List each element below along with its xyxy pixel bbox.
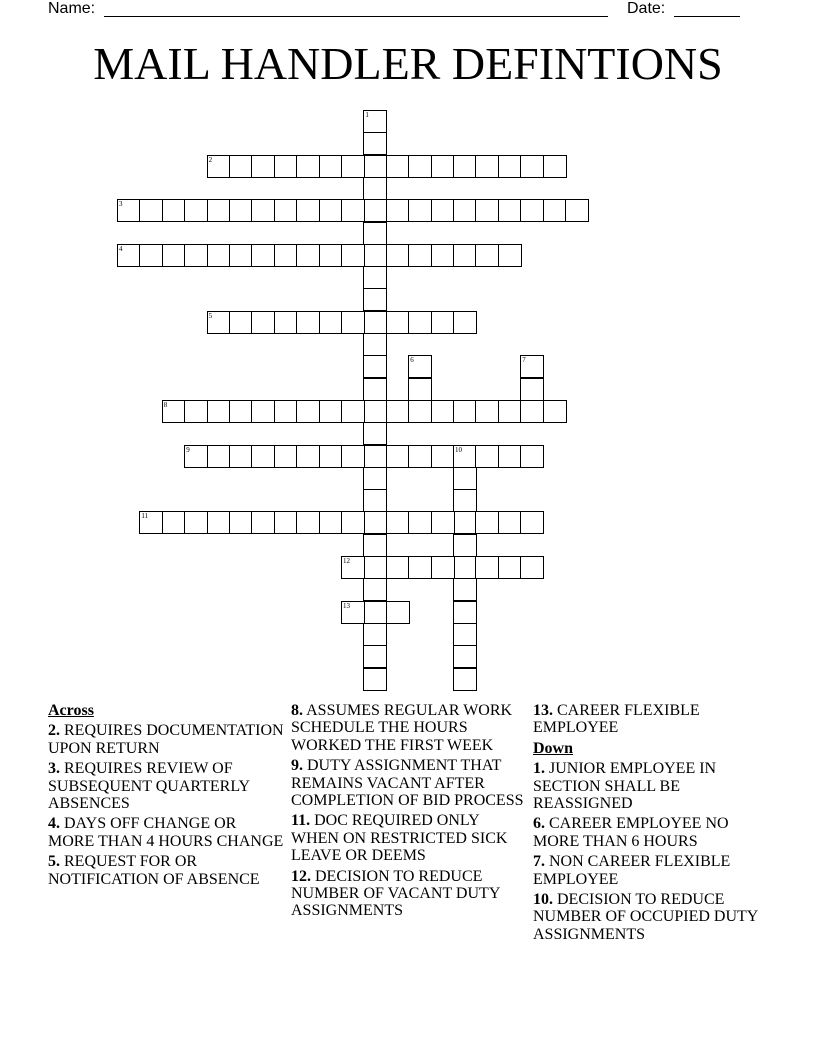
grid-cell[interactable] — [386, 511, 410, 534]
page-title: MAIL HANDLER DEFINTIONS — [93, 38, 723, 89]
grid-cell[interactable] — [229, 445, 253, 468]
clue-text: CAREER FLEXIBLE EMPLOYEE — [533, 702, 700, 737]
grid-cell[interactable] — [274, 400, 298, 423]
clue-item — [48, 760, 284, 812]
grid-cell[interactable] — [431, 311, 455, 334]
grid-cell[interactable] — [475, 244, 499, 267]
grid-cell[interactable] — [341, 400, 365, 423]
grid-cell[interactable] — [475, 511, 499, 534]
grid-cell[interactable] — [431, 199, 455, 222]
grid-cell[interactable] — [363, 132, 387, 155]
grid-cell[interactable] — [207, 511, 231, 534]
grid-cell[interactable] — [162, 199, 186, 222]
grid-cell[interactable] — [453, 534, 477, 557]
cell-number: 1 — [365, 111, 369, 119]
grid-cell[interactable] — [363, 266, 387, 289]
grid-cell[interactable] — [296, 199, 320, 222]
grid-cell[interactable] — [229, 400, 253, 423]
clue-item — [533, 891, 769, 943]
clue-item — [291, 812, 527, 864]
clue-text: CAREER EMPLOYEE NO MORE THAN 6 HOURS — [533, 815, 729, 850]
grid-cell[interactable] — [319, 199, 343, 222]
grid-cell[interactable] — [408, 155, 432, 178]
clue-number: 13. — [533, 702, 553, 719]
grid-cell[interactable] — [162, 244, 186, 267]
grid-cell[interactable] — [498, 400, 522, 423]
clue-number: 4. — [48, 815, 60, 833]
grid-cell[interactable] — [117, 199, 141, 222]
grid-cell[interactable] — [453, 489, 477, 512]
grid-cell[interactable] — [184, 199, 208, 222]
cell-number: 6 — [410, 356, 414, 365]
grid-cell[interactable] — [453, 623, 477, 646]
grid-cell[interactable] — [363, 645, 387, 668]
grid-cell[interactable] — [296, 244, 320, 267]
grid-cell[interactable] — [341, 445, 365, 468]
grid-cell[interactable] — [184, 445, 208, 468]
grid-cell[interactable] — [319, 155, 343, 178]
cell-number: 11 — [141, 512, 149, 521]
grid-cell[interactable] — [363, 177, 387, 200]
grid-cell[interactable] — [386, 311, 410, 334]
grid-cell[interactable] — [274, 311, 298, 334]
clue-item — [533, 815, 769, 850]
grid-cell[interactable] — [475, 556, 499, 579]
grid-cell[interactable] — [543, 199, 567, 222]
grid-cell[interactable] — [475, 445, 499, 468]
grid-cell[interactable] — [363, 333, 387, 356]
clue-column-2 — [291, 702, 527, 923]
grid-cell[interactable] — [431, 556, 455, 579]
clue-number: 10. — [533, 891, 553, 909]
grid-cell[interactable] — [319, 400, 343, 423]
grid-cell[interactable] — [363, 601, 387, 624]
date-label: Date: — [627, 0, 666, 17]
grid-cell[interactable] — [386, 400, 410, 423]
grid-cell[interactable] — [207, 311, 231, 334]
grid-cell[interactable] — [408, 199, 432, 222]
clue-number: 6. — [533, 815, 545, 833]
grid-cell[interactable] — [386, 556, 410, 579]
cell-number: 4 — [119, 244, 123, 253]
clue-text: DAYS OFF CHANGE OR MORE THAN 4 HOURS CHANGE — [48, 815, 284, 850]
grid-cell[interactable] — [408, 244, 432, 267]
grid-cell[interactable] — [184, 244, 208, 267]
clue-number: 3. — [48, 760, 60, 778]
clue-text: DECISION TO REDUCE NUMBER OF VACANT DUTY ASSIGNMENTS — [291, 867, 500, 920]
grid-cell[interactable] — [498, 556, 522, 579]
grid-cell[interactable] — [296, 155, 320, 178]
grid-cell[interactable] — [408, 556, 432, 579]
grid-cell[interactable] — [274, 511, 298, 534]
grid-cell[interactable] — [162, 400, 186, 423]
grid-cell[interactable] — [498, 511, 522, 534]
clue-item — [533, 760, 769, 812]
cell-number: 13 — [343, 601, 350, 610]
grid-cell[interactable] — [453, 556, 477, 579]
grid-cell[interactable] — [363, 288, 387, 311]
grid-cell[interactable] — [341, 601, 365, 624]
grid-cell[interactable] — [431, 244, 455, 267]
down-heading: Down — [533, 739, 574, 757]
grid-cell[interactable] — [341, 199, 365, 222]
grid-cell[interactable] — [408, 511, 432, 534]
grid-cell[interactable] — [363, 244, 387, 267]
grid-cell[interactable] — [386, 155, 410, 178]
grid-cell[interactable] — [475, 199, 499, 222]
cell-number: 7 — [522, 356, 526, 365]
grid-cell[interactable] — [363, 445, 387, 468]
grid-cell[interactable] — [408, 311, 432, 334]
grid-cell[interactable] — [251, 445, 275, 468]
grid-cell[interactable] — [207, 155, 231, 178]
grid-cell[interactable] — [431, 445, 455, 468]
grid-cell[interactable] — [229, 199, 253, 222]
grid-cell[interactable] — [363, 578, 387, 601]
grid-cell[interactable] — [431, 155, 455, 178]
grid-cell[interactable] — [431, 400, 455, 423]
across-heading: Across — [48, 702, 94, 719]
grid-cell[interactable] — [453, 311, 477, 334]
clue-text: DECISION TO REDUCE NUMBER OF OCCUPIED DUTY ASSIGNMENTS — [533, 891, 758, 943]
clue-text: REQUEST FOR OR NOTIFICATION OF ABSENCE — [48, 853, 260, 888]
grid-cell[interactable] — [565, 199, 589, 222]
grid-cell[interactable] — [229, 244, 253, 267]
grid-cell[interactable] — [251, 199, 275, 222]
grid-cell[interactable] — [207, 445, 231, 468]
clue-column-3 — [533, 702, 769, 946]
grid-cell[interactable] — [520, 155, 544, 178]
grid-cell[interactable] — [543, 400, 567, 423]
cell-number: 2 — [208, 155, 213, 164]
grid-cell[interactable] — [363, 623, 387, 646]
grid-cell[interactable] — [139, 244, 163, 267]
grid-cell[interactable] — [229, 511, 253, 534]
grid-cell[interactable] — [341, 155, 365, 178]
grid-cell[interactable] — [274, 244, 298, 267]
clue-text: ASSUMES REGULAR WORK SCHEDULE THE HOURS WORKED THE FIRST WEEK — [291, 702, 513, 754]
grid-cell[interactable] — [453, 155, 477, 178]
grid-cell[interactable] — [207, 244, 231, 267]
grid-cell[interactable] — [207, 199, 231, 222]
grid-cell[interactable] — [184, 511, 208, 534]
grid-cell[interactable] — [363, 489, 387, 512]
grid-cell[interactable] — [520, 199, 544, 222]
clue-number: 5. — [48, 853, 60, 871]
grid-cell[interactable] — [319, 244, 343, 267]
cell-number: 8 — [163, 400, 168, 409]
grid-cell[interactable] — [363, 199, 387, 222]
grid-cell[interactable] — [408, 400, 432, 423]
clue-item — [291, 702, 527, 754]
grid-cell[interactable] — [341, 511, 365, 534]
grid-cell[interactable] — [475, 155, 499, 178]
cell-number: 9 — [186, 445, 190, 454]
clue-number: 2. — [48, 722, 60, 740]
clue-text: REQUIRES REVIEW OF SUBSEQUENT QUARTERLY ABSENCES — [48, 760, 250, 813]
grid-cell[interactable] — [453, 445, 477, 468]
grid-cell[interactable] — [319, 511, 343, 534]
grid-cell[interactable] — [363, 378, 387, 401]
grid-cell[interactable] — [386, 199, 410, 222]
name-label: Name: — [48, 0, 96, 17]
grid-cell[interactable] — [498, 199, 522, 222]
clue-item — [48, 853, 284, 888]
grid-cell[interactable] — [363, 311, 387, 334]
clue-text: REQUIRES DOCUMENTATION UPON RETURN — [48, 722, 284, 757]
grid-cell[interactable] — [274, 155, 298, 178]
grid-cell[interactable] — [229, 155, 253, 178]
grid-cell[interactable] — [453, 578, 477, 601]
grid-cell[interactable] — [363, 668, 387, 691]
clue-item — [533, 702, 769, 737]
grid-cell[interactable] — [251, 311, 275, 334]
grid-cell[interactable] — [408, 378, 432, 401]
grid-cell[interactable] — [251, 511, 275, 534]
grid-cell[interactable] — [453, 668, 477, 691]
grid-cell[interactable] — [296, 511, 320, 534]
grid-cell[interactable] — [341, 244, 365, 267]
grid-cell[interactable] — [363, 556, 387, 579]
grid-cell[interactable] — [386, 445, 410, 468]
grid-cell[interactable] — [453, 199, 477, 222]
grid-cell[interactable] — [296, 400, 320, 423]
grid-cell[interactable] — [453, 511, 477, 534]
clue-item — [48, 722, 284, 757]
clue-text: JUNIOR EMPLOYEE IN SECTION SHALL BE REASSIGNED — [533, 760, 717, 813]
grid-cell[interactable] — [363, 110, 387, 133]
grid-cell[interactable] — [520, 511, 544, 534]
grid-cell[interactable] — [520, 400, 544, 423]
clue-number: 8. — [291, 702, 303, 719]
grid-cell[interactable] — [363, 222, 387, 245]
grid-cell[interactable] — [520, 355, 544, 378]
clue-item — [533, 853, 769, 888]
grid-cell[interactable] — [363, 155, 387, 178]
grid-cell[interactable] — [408, 355, 432, 378]
grid-cell[interactable] — [363, 400, 387, 423]
grid-cell[interactable] — [184, 400, 208, 423]
grid-cell[interactable] — [319, 311, 343, 334]
grid-cell[interactable] — [319, 445, 343, 468]
grid-cell[interactable] — [207, 400, 231, 423]
grid-cell[interactable] — [274, 199, 298, 222]
grid-cell[interactable] — [431, 511, 455, 534]
cell-number: 5 — [208, 311, 213, 320]
clue-text: DUTY ASSIGNMENT THAT REMAINS VACANT AFTER COMPLETION OF BID PROCESS — [291, 757, 524, 810]
grid-cell[interactable] — [408, 445, 432, 468]
cell-number: 10 — [455, 445, 462, 454]
clue-number: 7. — [533, 853, 545, 871]
grid-cell[interactable] — [498, 445, 522, 468]
grid-cell[interactable] — [296, 445, 320, 468]
grid-cell[interactable] — [363, 422, 387, 445]
grid-cell[interactable] — [386, 601, 410, 624]
grid-cell[interactable] — [251, 400, 275, 423]
grid-cell[interactable] — [229, 311, 253, 334]
grid-cell[interactable] — [363, 534, 387, 557]
grid-cell[interactable] — [543, 155, 567, 178]
grid-cell[interactable] — [498, 155, 522, 178]
grid-cell[interactable] — [341, 311, 365, 334]
clue-number: 9. — [291, 757, 303, 775]
grid-cell[interactable] — [251, 244, 275, 267]
grid-cell[interactable] — [453, 645, 477, 668]
grid-cell[interactable] — [274, 445, 298, 468]
grid-cell[interactable] — [251, 155, 275, 178]
grid-cell[interactable] — [520, 378, 544, 401]
grid-cell[interactable] — [341, 556, 365, 579]
grid-cell[interactable] — [453, 601, 477, 624]
grid-cell[interactable] — [475, 400, 499, 423]
grid-cell[interactable] — [498, 244, 522, 267]
grid-cell[interactable] — [453, 400, 477, 423]
grid-cell[interactable] — [139, 511, 163, 534]
grid-cell[interactable] — [117, 244, 141, 267]
clue-number: 1. — [533, 760, 545, 778]
grid-cell[interactable] — [453, 244, 477, 267]
clue-number: 11. — [291, 812, 311, 830]
grid-cell[interactable] — [363, 467, 387, 490]
clue-text: DOC REQUIRED ONLY WHEN ON RESTRICTED SICK LEAVE OR DEEMS — [291, 812, 508, 865]
clue-item — [291, 868, 527, 920]
clue-text: NON CAREER FLEXIBLE EMPLOYEE — [533, 853, 731, 888]
cell-number: 3 — [119, 200, 123, 209]
grid-cell[interactable] — [386, 244, 410, 267]
grid-cell[interactable] — [363, 355, 387, 378]
clue-number: 12. — [291, 867, 311, 885]
clue-item — [48, 815, 284, 850]
grid-cell[interactable] — [296, 311, 320, 334]
grid-cell[interactable] — [520, 556, 544, 579]
grid-cell[interactable] — [363, 511, 387, 534]
clue-item — [291, 757, 527, 809]
cell-number: 12 — [343, 557, 350, 565]
grid-cell[interactable] — [139, 199, 163, 222]
grid-cell[interactable] — [162, 511, 186, 534]
clue-column-1 — [48, 702, 284, 891]
grid-cell[interactable] — [453, 467, 477, 490]
grid-cell[interactable] — [520, 445, 544, 468]
